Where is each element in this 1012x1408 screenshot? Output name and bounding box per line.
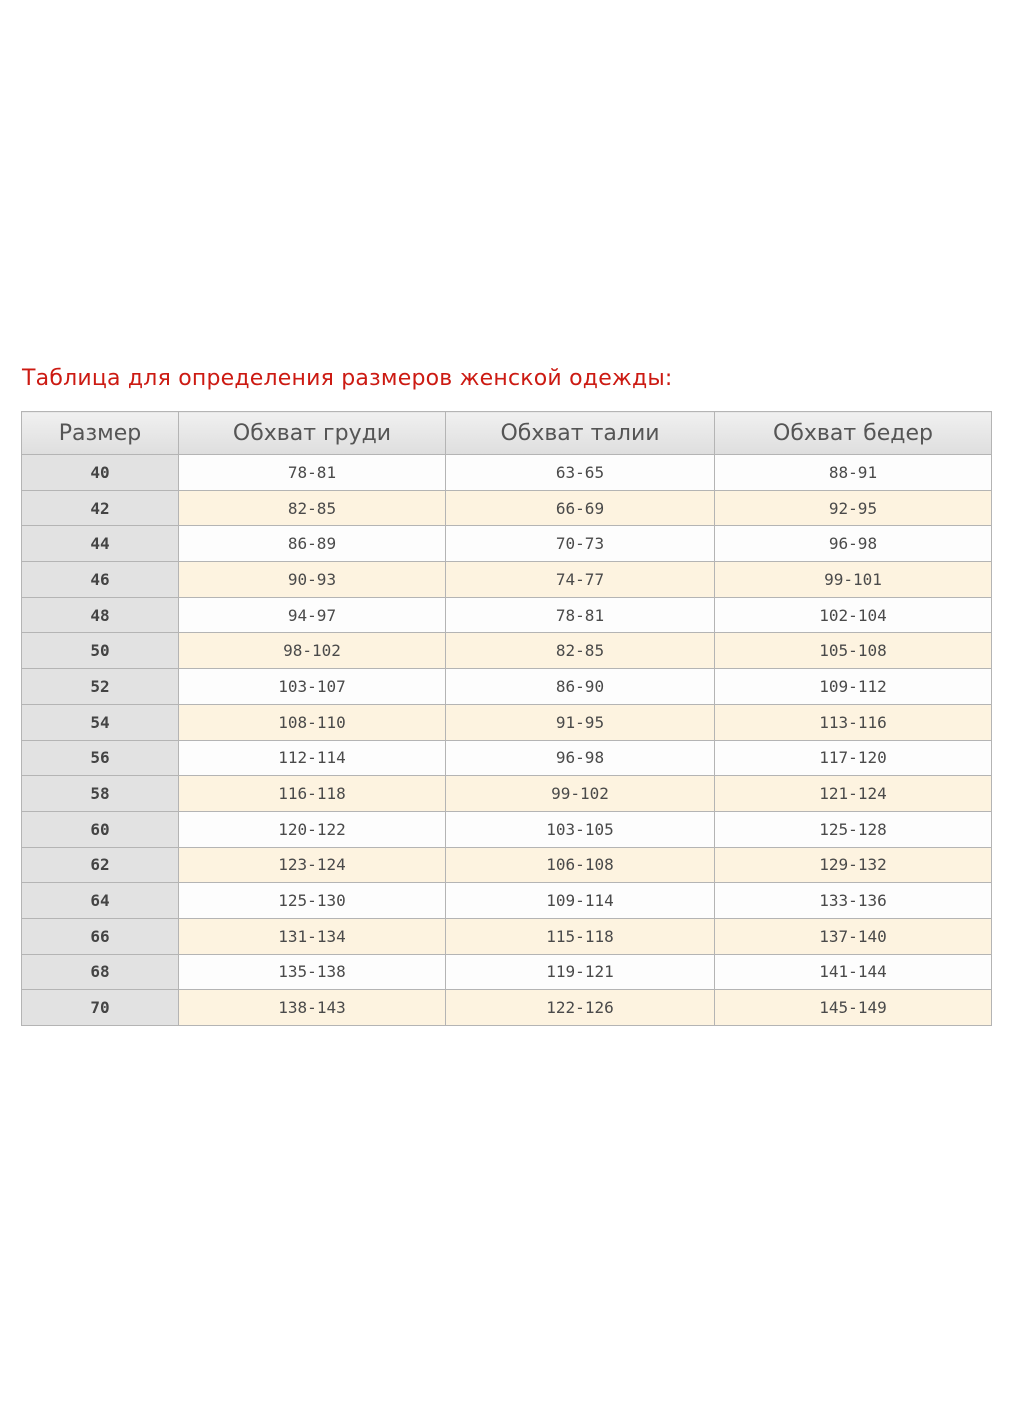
hips-cell: 145-149 xyxy=(715,990,992,1026)
chest-cell: 123-124 xyxy=(179,847,446,883)
table-row xyxy=(22,954,992,990)
chest-cell: 138-143 xyxy=(179,990,446,1026)
size-cell: 54 xyxy=(22,704,179,740)
waist-cell: 115-118 xyxy=(446,918,715,954)
hips-cell: 141-144 xyxy=(715,954,992,990)
chest-cell: 116-118 xyxy=(179,776,446,812)
waist-cell: 109-114 xyxy=(446,883,715,919)
size-cell: 48 xyxy=(22,597,179,633)
waist-cell: 70-73 xyxy=(446,526,715,562)
waist-cell: 74-77 xyxy=(446,562,715,598)
header-hips: Обхват бедер xyxy=(715,412,992,455)
table-row xyxy=(22,526,992,562)
size-cell: 62 xyxy=(22,847,179,883)
table-row xyxy=(22,847,992,883)
waist-cell: 63-65 xyxy=(446,455,715,491)
table-row xyxy=(22,811,992,847)
hips-cell: 102-104 xyxy=(715,597,992,633)
chest-cell: 86-89 xyxy=(179,526,446,562)
table-row xyxy=(22,740,992,776)
size-cell: 50 xyxy=(22,633,179,669)
chest-cell: 125-130 xyxy=(179,883,446,919)
hips-cell: 109-112 xyxy=(715,669,992,705)
waist-cell: 106-108 xyxy=(446,847,715,883)
hips-cell: 121-124 xyxy=(715,776,992,812)
table-row xyxy=(22,562,992,598)
chest-cell: 94-97 xyxy=(179,597,446,633)
waist-cell: 103-105 xyxy=(446,811,715,847)
table-row xyxy=(22,455,992,491)
waist-cell: 99-102 xyxy=(446,776,715,812)
waist-cell: 122-126 xyxy=(446,990,715,1026)
table-row xyxy=(22,597,992,633)
waist-cell: 66-69 xyxy=(446,490,715,526)
hips-cell: 105-108 xyxy=(715,633,992,669)
hips-cell: 113-116 xyxy=(715,704,992,740)
hips-cell: 92-95 xyxy=(715,490,992,526)
hips-cell: 137-140 xyxy=(715,918,992,954)
chest-cell: 98-102 xyxy=(179,633,446,669)
chest-cell: 78-81 xyxy=(179,455,446,491)
table-body xyxy=(22,455,992,1026)
size-cell: 64 xyxy=(22,883,179,919)
table-row xyxy=(22,633,992,669)
size-cell: 46 xyxy=(22,562,179,598)
page-title: Таблица для определения размеров женской одежды: xyxy=(22,366,673,391)
table-row xyxy=(22,990,992,1026)
hips-cell: 96-98 xyxy=(715,526,992,562)
size-table xyxy=(21,411,992,1026)
table-row xyxy=(22,704,992,740)
waist-cell: 78-81 xyxy=(446,597,715,633)
hips-cell: 99-101 xyxy=(715,562,992,598)
header-waist: Обхват талии xyxy=(446,412,715,455)
hips-cell: 133-136 xyxy=(715,883,992,919)
size-cell: 66 xyxy=(22,918,179,954)
chest-cell: 90-93 xyxy=(179,562,446,598)
waist-cell: 86-90 xyxy=(446,669,715,705)
table-row xyxy=(22,490,992,526)
chest-cell: 131-134 xyxy=(179,918,446,954)
header-size: Размер xyxy=(22,412,179,455)
waist-cell: 82-85 xyxy=(446,633,715,669)
size-cell: 40 xyxy=(22,455,179,491)
size-cell: 68 xyxy=(22,954,179,990)
size-cell: 58 xyxy=(22,776,179,812)
table-row xyxy=(22,918,992,954)
table-row xyxy=(22,776,992,812)
waist-cell: 91-95 xyxy=(446,704,715,740)
size-cell: 44 xyxy=(22,526,179,562)
chest-cell: 108-110 xyxy=(179,704,446,740)
chest-cell: 82-85 xyxy=(179,490,446,526)
header-chest: Обхват груди xyxy=(179,412,446,455)
chest-cell: 103-107 xyxy=(179,669,446,705)
size-cell: 70 xyxy=(22,990,179,1026)
chest-cell: 112-114 xyxy=(179,740,446,776)
hips-cell: 117-120 xyxy=(715,740,992,776)
chest-cell: 135-138 xyxy=(179,954,446,990)
waist-cell: 96-98 xyxy=(446,740,715,776)
hips-cell: 88-91 xyxy=(715,455,992,491)
size-cell: 60 xyxy=(22,811,179,847)
table-header-row xyxy=(22,412,992,455)
hips-cell: 125-128 xyxy=(715,811,992,847)
table-row xyxy=(22,883,992,919)
size-cell: 42 xyxy=(22,490,179,526)
size-cell: 52 xyxy=(22,669,179,705)
table-row xyxy=(22,669,992,705)
hips-cell: 129-132 xyxy=(715,847,992,883)
waist-cell: 119-121 xyxy=(446,954,715,990)
size-cell: 56 xyxy=(22,740,179,776)
chest-cell: 120-122 xyxy=(179,811,446,847)
